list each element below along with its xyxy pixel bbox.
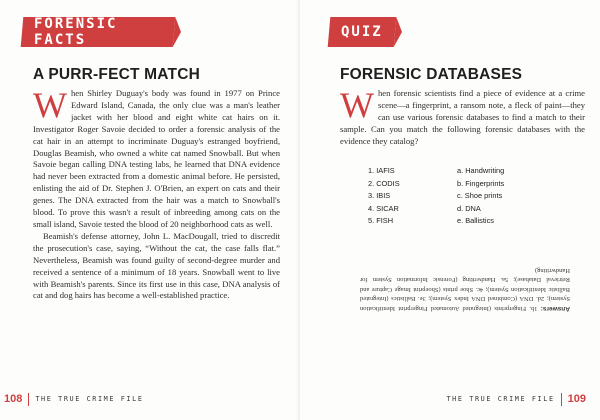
quiz-item-database: 2. CODIS <box>368 178 400 188</box>
article-body <box>33 85 280 302</box>
running-footer: THE TRUE CRIME FILE <box>35 395 144 403</box>
paragraph-1-text: hen Shirley Duguay's body was found in 1977 on Prince Edward Island, Canada, the only clue was a man's leather jacket with her blood and eight white cat hairs on it. Investigator Roger Savoie decided to order a forensic analysis of the cat hair in an attempt to incriminate Duguay's estranged boyfriend, Douglas Beamish, who owned a white cat named Snowball. But when Savoie began calling DNA testing labs, he learned that DNA evidence had never been extracted from a domestic animal before. He persisted, enlisting the aid of Dr. Stephen J. O'Brien, an expert on cats and their genes. The DNA extracted from the hair was a match to Snowball's blood. To prove this wasn't a result of inbreeding among cats on the small island, Savoie tested the blood of 20 neighborhood cats as well. <box>33 88 280 229</box>
banner-notch <box>173 17 183 47</box>
paragraph-2: Beamish's defense attorney, John L. MacDougall, tried to discredit the prosecution's case, saying, “Without the cat, the case falls flat.” Nevertheless, Beamish was found guilty of second-degree murder and received a sentence of a minimum of 18 years. Snowball went to live with Beamish's parents. Since its first use in this case, DNA analysis of cat and dog hairs has become a well-established practice. <box>33 230 280 301</box>
quiz-item-evidence: e. Ballistics <box>457 216 494 226</box>
intro-text: hen forensic scientists find a piece of evidence at a crime scene—a fingerprint, a ransom note, a fleck of paint—they can use various forensic databases to find a match to their sample. Can you match the following forensic databases with the evidence they catalog? <box>340 88 585 146</box>
page-number: 109 <box>567 393 586 405</box>
quiz-item-database: 5. FISH <box>368 216 394 226</box>
banner-notch <box>394 17 404 47</box>
quiz-item-database: 3. IBIS <box>368 191 391 201</box>
banner-label: FORENSIC FACTS <box>34 16 118 48</box>
section-banner-forensic-facts <box>21 17 176 47</box>
page-number: 108 <box>4 393 23 405</box>
drop-cap: W <box>33 85 67 125</box>
footer-divider <box>561 393 562 406</box>
section-banner-quiz <box>328 17 397 47</box>
quiz-item-evidence: d. DNA <box>457 203 481 213</box>
answers-text: 1b. Fingerprints (Integrated Automated Fingerprint Identification System); 2d. DNA (Combined DNA Index System); 3e. Ballistics (Integrated Ballistic Identification System); 4c. Shoe prints (Shoeprint Image Capture and Retrieval Database); 5a. Handwriting (Forensic Information System for Handwriting) <box>359 266 570 312</box>
quiz-item-evidence: b. Fingerprints <box>457 178 505 188</box>
paragraph-1 <box>33 85 280 231</box>
quiz-item-evidence: a. Handwriting <box>457 166 505 175</box>
upside-down-answers <box>360 213 570 313</box>
answers-label: Answers: <box>540 305 570 312</box>
left-footer <box>4 391 144 407</box>
quiz-item-database: 4. SICAR <box>368 203 399 213</box>
right-page <box>300 0 600 420</box>
quiz-item-evidence: c. Shoe prints <box>457 191 503 201</box>
footer-divider <box>28 393 29 406</box>
article-title: A PURR-FECT MATCH <box>33 66 200 83</box>
drop-cap: W <box>340 85 374 125</box>
quiz-intro <box>340 85 585 148</box>
intro-paragraph <box>340 85 585 148</box>
running-footer: THE TRUE CRIME FILE <box>446 395 555 403</box>
banner-label: QUIZ <box>341 24 383 40</box>
quiz-item-database: 1. IAFIS <box>368 166 395 175</box>
right-footer <box>446 391 586 407</box>
quiz-title: FORENSIC DATABASES <box>340 66 523 83</box>
